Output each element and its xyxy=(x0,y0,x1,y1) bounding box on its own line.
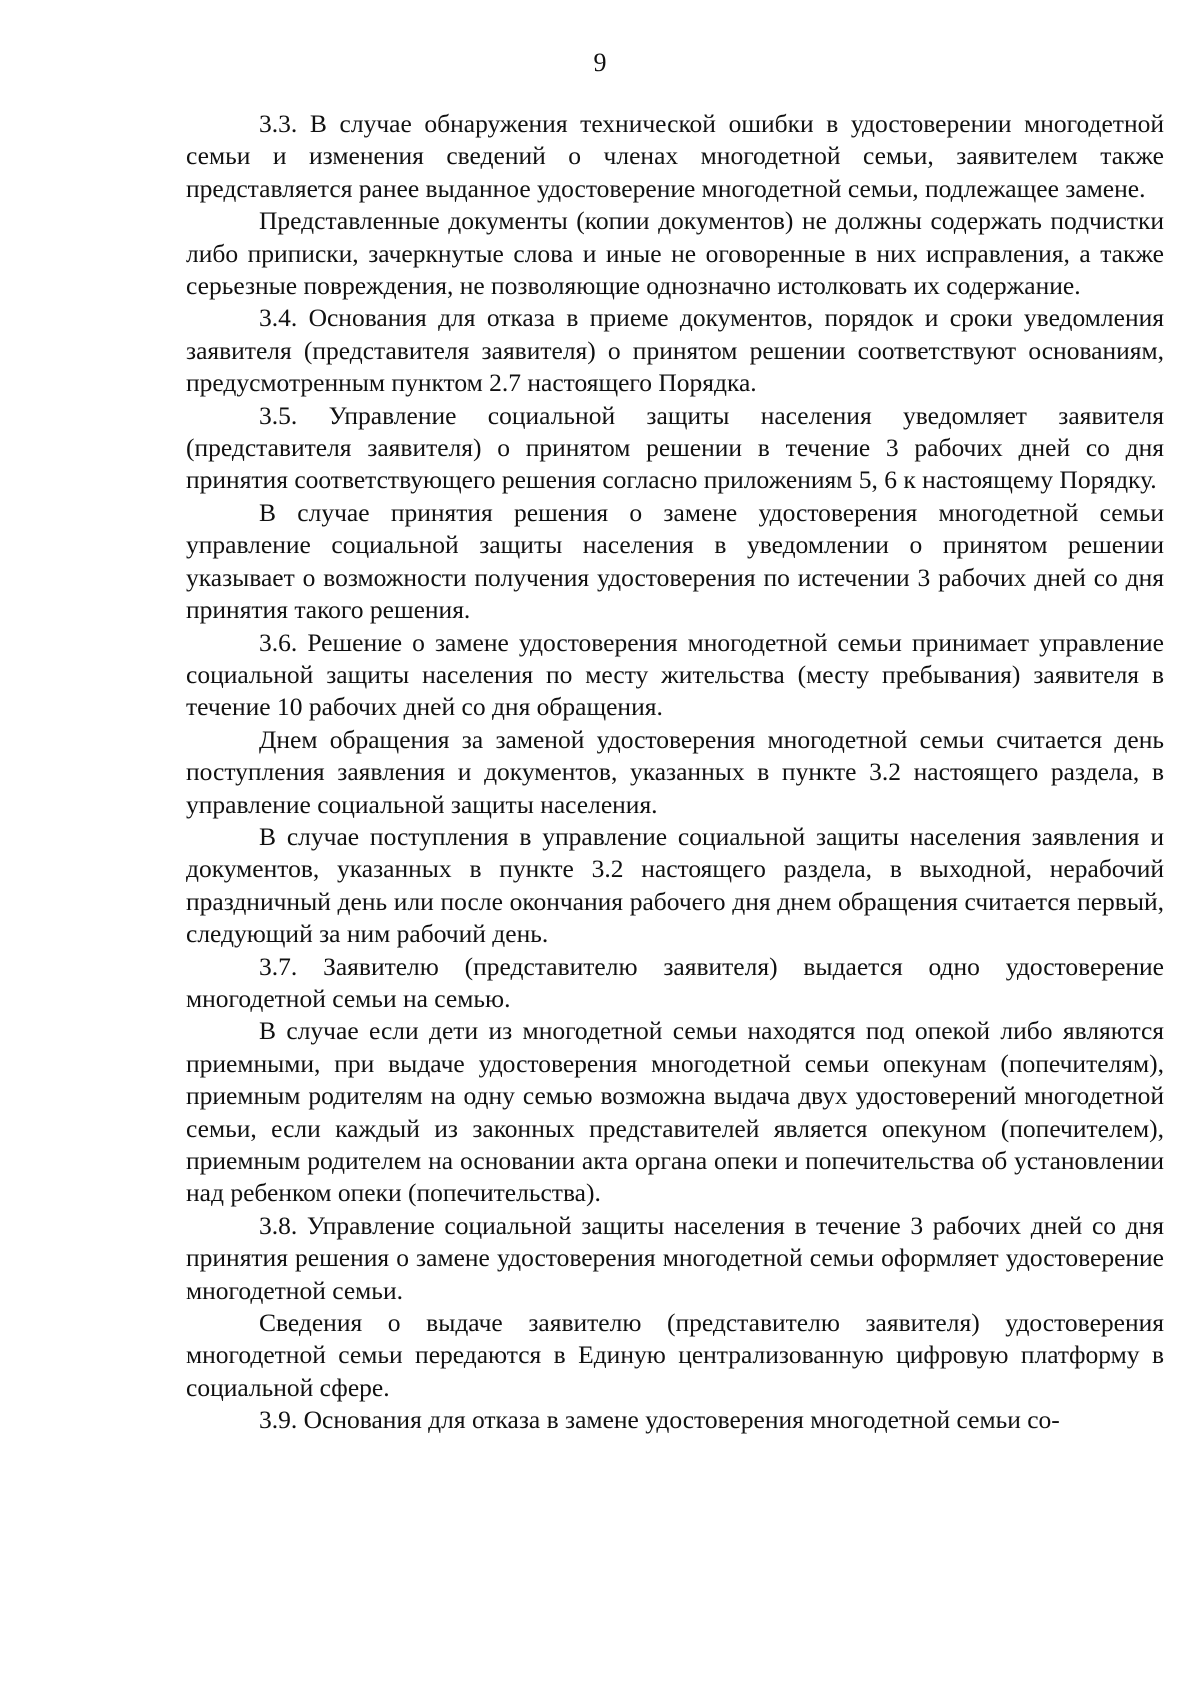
paragraph-3-3: 3.3. В случае обнаружения технической ошибки в удостоверении многодетной семьи и изменения сведений о членах многодетной семьи, заявителем также представляется ранее выданное удостоверение многодетной семьи, подлежащее замене. xyxy=(186,109,1164,203)
paragraph-non-working-day: В случае поступления в управление социальной защиты населения заявления и документов, указанных в пункте 3.2 настоящего раздела, в выходной, нерабочий праздничный день или после окончания рабочего дня днем обращения считается первый, следующий за ним рабочий день. xyxy=(186,821,1164,949)
document-body xyxy=(186,108,1164,1437)
paragraph-3-6: 3.6. Решение о замене удостоверения многодетной семьи принимает управление социальной защиты населения по месту жительства (месту пребывания) заявителя в течение 10 рабочих дней со дня обращения. xyxy=(186,627,1164,722)
paragraph-3-5: 3.5. Управление социальной защиты населения уведомляет заявителя (представителя заявителя) о принятом решении в течение 3 рабочих дней со дня принятия соответствующего решения согласно приложениям 5, 6 к настоящему Порядку. xyxy=(186,400,1164,495)
paragraph-3-7: 3.7. Заявителю (представителю заявителя) выдается одно удостоверение многодетной семьи на семью. xyxy=(186,951,1164,1013)
paragraph-3-8: 3.8. Управление социальной защиты населения в течение 3 рабочих дней со дня принятия решения о замене удостоверения многодетной семьи оформляет удостоверение многодетной семьи. xyxy=(186,1210,1164,1305)
paragraph-application-day: Днем обращения за заменой удостоверения многодетной семьи считается день поступления заявления и документов, указанных в пункте 3.2 настоящего раздела, в управление социальной защиты населения. xyxy=(186,724,1164,819)
paragraph-platform-transfer: Сведения о выдаче заявителю (представителю заявителя) удостоверения многодетной семьи передаются в Единую централизованную цифровую платформу в социальной сфере. xyxy=(186,1308,1164,1402)
paragraph-3-4: 3.4. Основания для отказа в приеме документов, порядок и сроки уведомления заявителя (представителя заявителя) о принятом решении соответствуют основаниям, предусмотренным пунктом 2.7 настоящего Порядка. xyxy=(186,303,1164,398)
paragraph-3-9: 3.9. Основания для отказа в замене удостоверения многодетной семьи со- xyxy=(259,1405,1060,1435)
paragraph-guardianship: В случае если дети из многодетной семьи находятся под опекой либо являются приемными, при выдаче удостоверения многодетной семьи опекунам (попечителям), приемным родителям на одну семью возможна выдача двух удостоверений многодетной семьи, если каждый из законных представителей является опекуном (попечителем), приемным родителем на основании акта органа опеки и попечительства об установлении над ребенком опеки (попечительства). xyxy=(186,1016,1164,1208)
paragraph-replacement-notice: В случае принятия решения о замене удостоверения многодетной семьи управление социальной защиты населения в уведомлении о принятом решении указывает о возможности получения удостоверения по истечении 3 рабочих дней со дня принятия такого решения. xyxy=(186,497,1164,625)
paragraph-documents-requirements: Представленные документы (копии документов) не должны содержать подчистки либо приписки, зачеркнутые слова и иные не оговоренные в них исправления, а также серьезные повреждения, не позволяющие однозначно истолковать их содержание. xyxy=(186,206,1164,301)
page-number: 9 xyxy=(593,48,607,77)
